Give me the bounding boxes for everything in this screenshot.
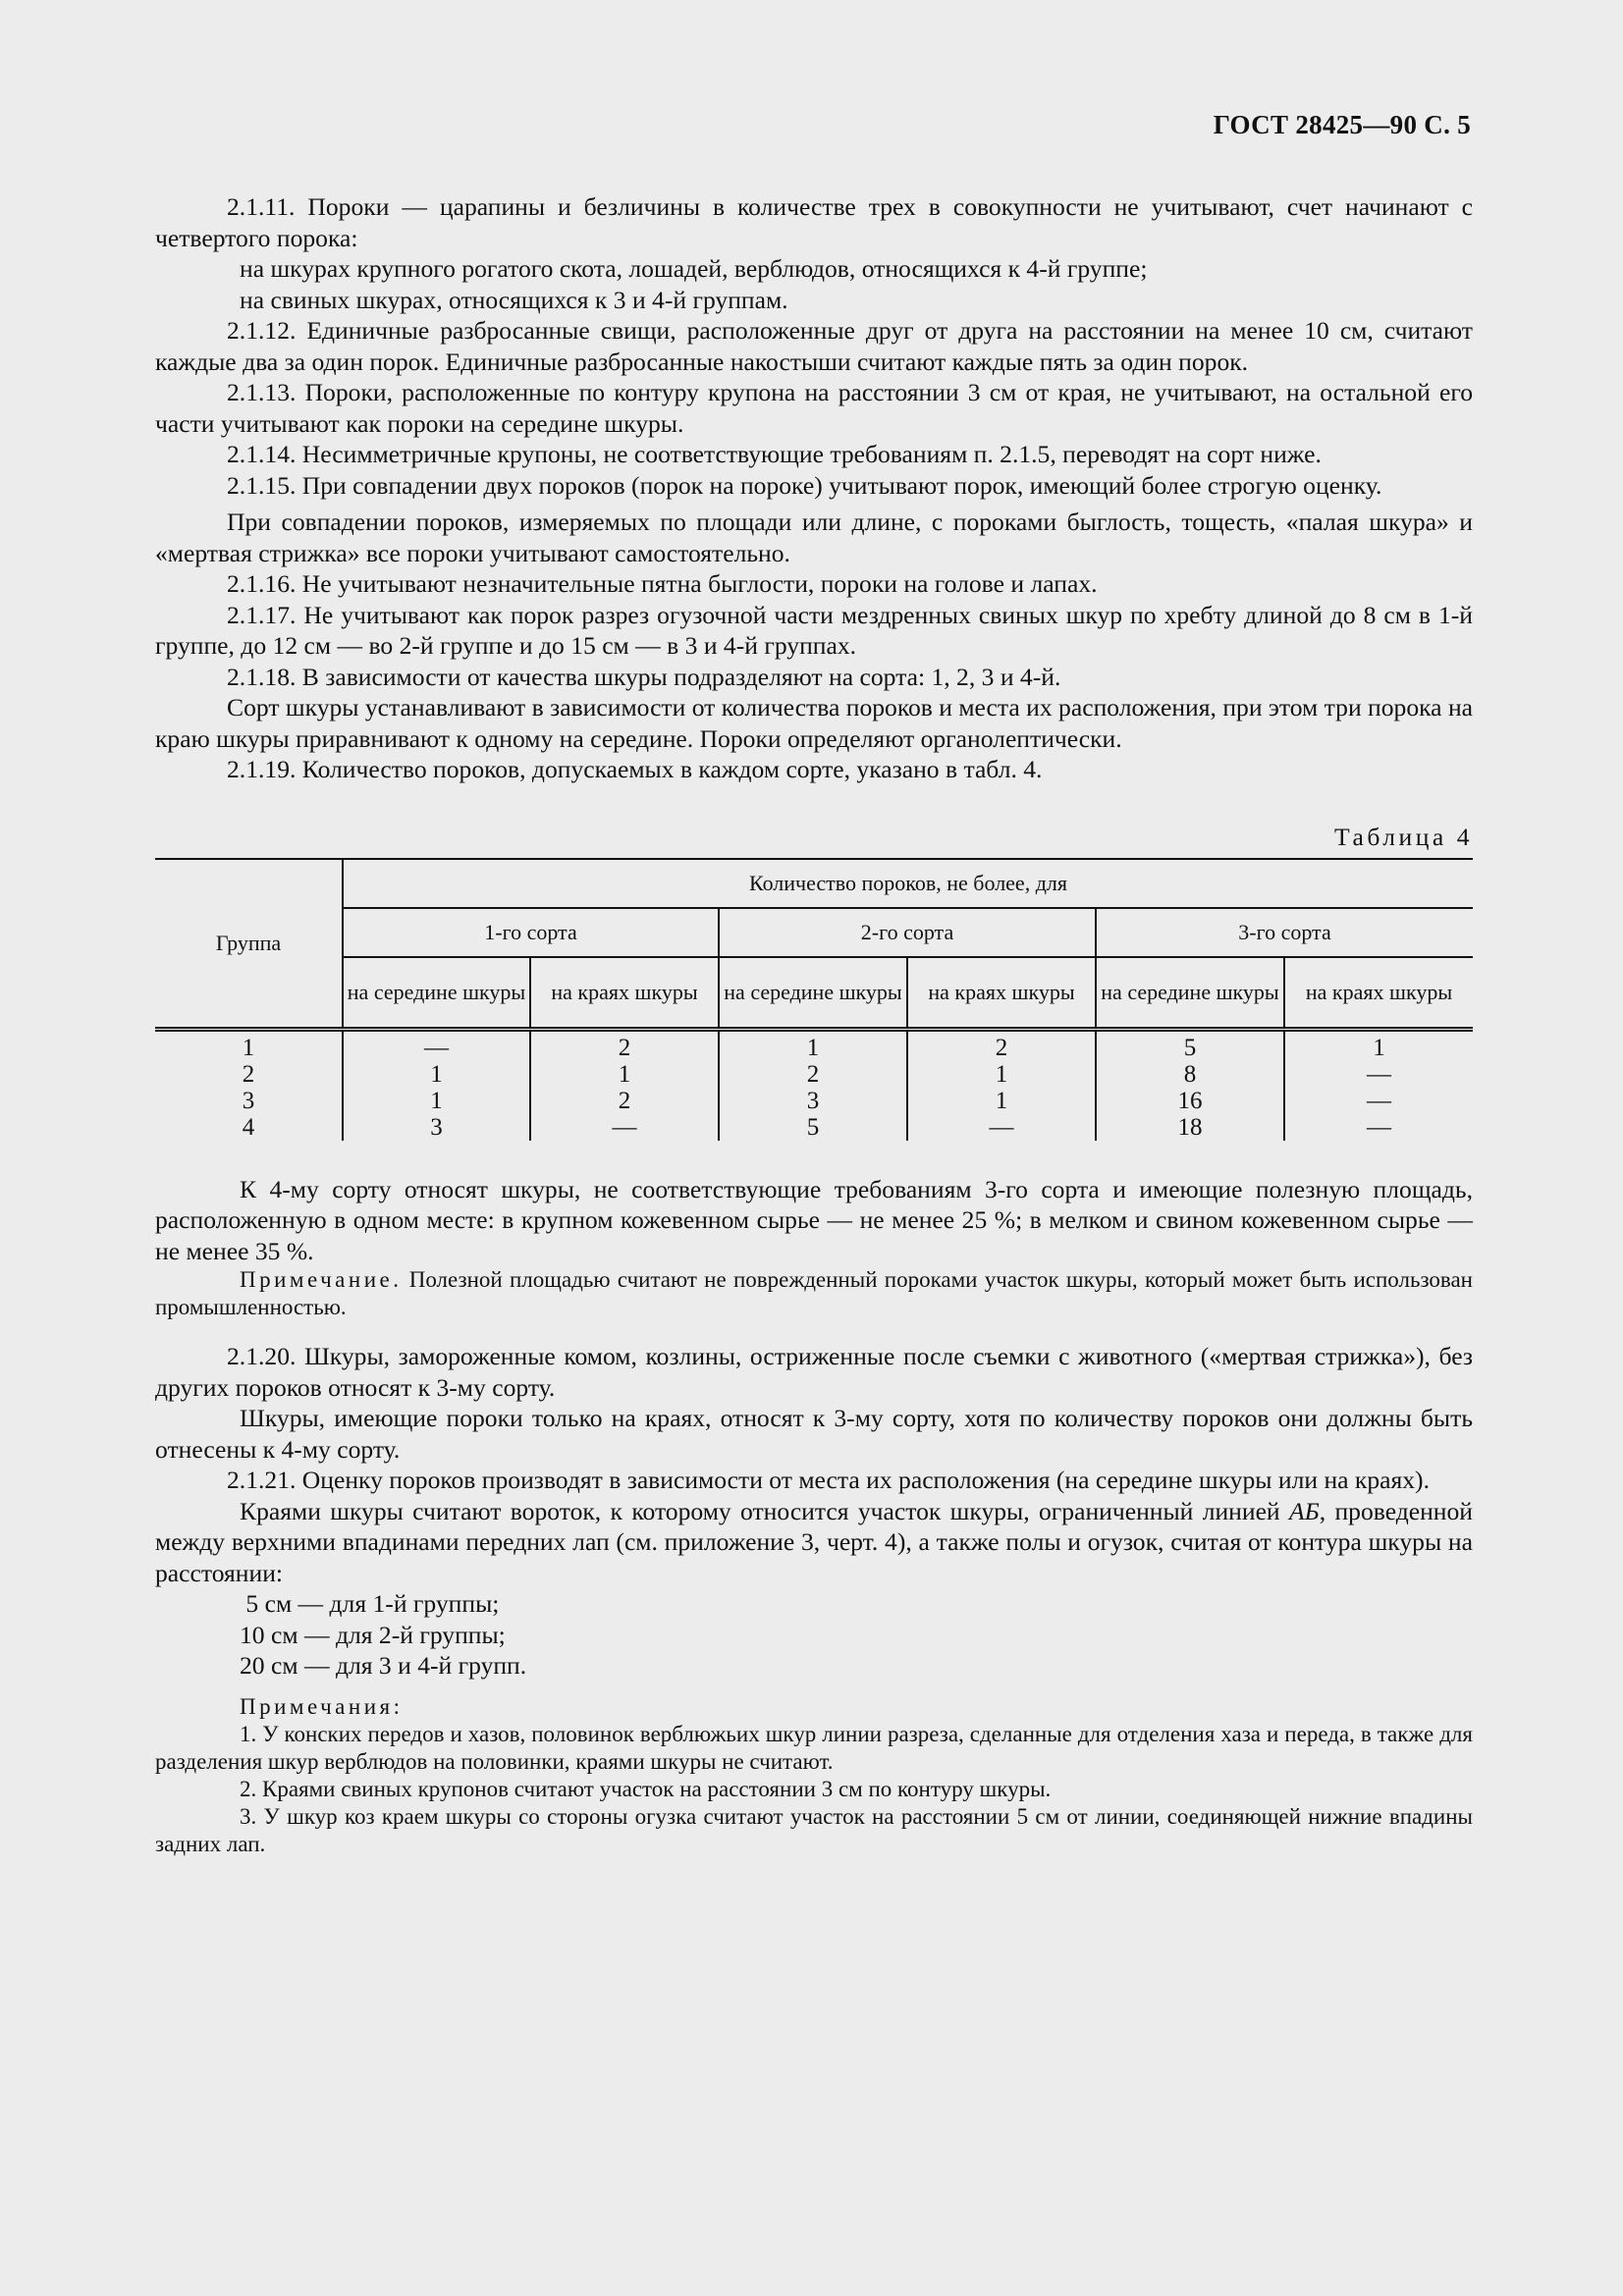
- edges-text-start: Краями шкуры считают вороток, к которому относится участок шкуры, ограниченный линией: [240, 1496, 1289, 1525]
- distance-item: 10 см — для 2-й группы;: [240, 1620, 506, 1649]
- table-header-edges: на краях шкуры: [907, 957, 1096, 1030]
- table-cell: 18: [1096, 1114, 1284, 1141]
- paragraph: К 4-му сорту относят шкуры, не соответствующие требованиям 3-го сорта и имеющие полезную площадь, расположенную в одном месте: в крупном кожевенном сырье — не менее 25 %; в мелком и свином кожевенном сырье — не менее 35 %.: [155, 1174, 1473, 1265]
- paragraph: 2.1.15. При совпадении двух пороков (порок на пороке) учитывают порок, имеющий более строгую оценку.: [227, 470, 1382, 500]
- table-header-edges: на краях шкуры: [1284, 957, 1473, 1030]
- table-cell: —: [907, 1114, 1096, 1141]
- table-cell: 2: [530, 1088, 719, 1114]
- table-header-grade: 2-го сорта: [719, 908, 1096, 957]
- table-header-grade: 3-го сорта: [1096, 908, 1473, 957]
- table-header-middle: на середине шкуры: [719, 957, 907, 1030]
- table-cell: 3: [719, 1088, 907, 1114]
- paragraph: 2.1.11. Пороки — царапины и безличины в количестве трех в совокупности не учитывают, счет начинают с четвертого порока:: [155, 192, 1473, 252]
- table-cell: 1: [907, 1061, 1096, 1088]
- paragraph: 2.1.18. В зависимости от качества шкуры подразделяют на сорта: 1, 2, 3 и 4-й.: [227, 662, 1061, 691]
- table-cell: 1: [719, 1029, 907, 1061]
- table-header-middle: на середине шкуры: [343, 957, 530, 1030]
- paragraph: 2.1.16. Не учитывают незначительные пятна быглости, пороки на голове и лапах.: [227, 569, 1098, 598]
- paragraph: [155, 1496, 1473, 1589]
- table-cell: 3: [343, 1114, 530, 1141]
- table-cell: 5: [1096, 1029, 1284, 1061]
- table-row: [155, 1114, 1473, 1141]
- table-cell: 2: [719, 1061, 907, 1088]
- table-cell: 4: [155, 1114, 343, 1141]
- table-cell: —: [530, 1114, 719, 1141]
- table-cell: 2: [155, 1061, 343, 1088]
- paragraph: на шкурах крупного рогатого скота, лошадей, верблюдов, относящихся к 4-й группе;: [240, 254, 1148, 283]
- notes-label: Примечания:: [240, 1693, 404, 1719]
- table-header-edges: на краях шкуры: [530, 957, 719, 1030]
- table-header-grade: 1-го сорта: [343, 908, 719, 957]
- paragraph: 2.1.19. Количество пороков, допускаемых в каждом сорте, указано в табл. 4.: [227, 755, 1043, 783]
- paragraph: 2.1.14. Несимметричные крупоны, не соответствующие требованиям п. 2.1.5, переводят на сорт ниже.: [227, 440, 1322, 468]
- table-cell: 1: [343, 1088, 530, 1114]
- note-label: Примечание.: [240, 1267, 403, 1292]
- note-text: Полезной площадью считают не поврежденный пороками участок шкуры, который может быть использован промышленностью.: [155, 1267, 1473, 1319]
- table-cell: 3: [155, 1088, 343, 1114]
- defects-table: [155, 858, 1473, 1141]
- paragraph: 2.1.21. Оценку пороков производят в зависимости от места их расположения (на середине шкуры или на краях).: [227, 1466, 1430, 1494]
- paragraph: 2.1.12. Единичные разбросанные свищи, расположенные друг от друга на расстоянии на менее 10 см, считают каждые два за один порок. Единичные разбросанные накостыши считают каждые пять за один порок.: [155, 316, 1473, 376]
- paragraph: 2.1.17. Не учитывают как порок разрез огузочной части мездренных свиных шкур по хребту длиной до 8 см в 1-й группе, до 12 см — во 2-й группе и до 15 см — в 3 и 4-й группах.: [155, 600, 1473, 660]
- table-header-group: Группа: [155, 859, 343, 1030]
- table-cell: 1: [530, 1061, 719, 1088]
- table-cell: 16: [1096, 1088, 1284, 1114]
- table-cell: 1: [907, 1088, 1096, 1114]
- table-label: Таблица 4: [1334, 822, 1473, 851]
- table-header-middle: на середине шкуры: [1096, 957, 1284, 1030]
- table-cell: —: [1284, 1061, 1473, 1088]
- paragraph: на свиных шкурах, относящихся к 3 и 4-й группам.: [240, 285, 788, 314]
- paragraph: 2.1.20. Шкуры, замороженные комом, козлины, остриженные после съемки с животного («мертвая стрижка»), без других пороков относят к 3-му сорту.: [155, 1342, 1473, 1402]
- table-header-count: Количество пороков, не более, для: [343, 859, 1473, 908]
- paragraph: При совпадении пороков, измеряемых по площади или длине, с пороками быглость, тощесть, «палая шкура» и «мертвая стрижка» все пороки учитывают самостоятельно.: [155, 507, 1473, 567]
- table-cell: 5: [719, 1114, 907, 1141]
- edges-text-end: , проведенной между верхними впадинами передних лап (см. приложение 3, черт. 4), а также полы и огузок, считая от контура шкуры на расстоянии:: [155, 1496, 1473, 1587]
- table-row: [155, 1088, 1473, 1114]
- distance-item: 20 см — для 3 и 4-й групп.: [240, 1651, 527, 1680]
- table-cell: —: [343, 1029, 530, 1061]
- table-cell: 8: [1096, 1061, 1284, 1088]
- table-cell: —: [1284, 1088, 1473, 1114]
- table-cell: 1: [155, 1029, 343, 1061]
- distance-item: 5 см — для 1-й группы;: [240, 1589, 500, 1618]
- table-row: [155, 1029, 1473, 1061]
- table-cell: 2: [530, 1029, 719, 1061]
- paragraph: Шкуры, имеющие пороки только на краях, относят к 3-му сорту, хотя по количеству пороков они должны быть отнесены к 4-му сорту.: [155, 1404, 1473, 1464]
- table-cell: —: [1284, 1114, 1473, 1141]
- note: [155, 1266, 1473, 1321]
- line-ab-label: АБ: [1288, 1496, 1320, 1525]
- page-header: ГОСТ 28425—90 С. 5: [1213, 110, 1471, 139]
- note-item: 2. Краями свиных крупонов считают участок на расстоянии 3 см по контуру шкуры.: [240, 1776, 1052, 1801]
- table-cell: 2: [907, 1029, 1096, 1061]
- table-cell: 1: [1284, 1029, 1473, 1061]
- paragraph: 2.1.13. Пороки, расположенные по контуру крупона на расстоянии 3 см от края, не учитывают, на остальной его части учитывают как пороки на середине шкуры.: [155, 378, 1473, 438]
- note-item: 1. У конских передов и хазов, половинок верблюжьих шкур линии разреза, сделанные для отделения хаза и переда, в также для разделения шкур верблюдов на половинки, краями шкуры не считают.: [155, 1721, 1473, 1774]
- paragraph: Сорт шкуры устанавливают в зависимости от количества пороков и места их расположения, при этом три порока на краю шкуры приравнивают к одному на середине. Пороки определяют органолептически.: [155, 693, 1473, 753]
- note-item: 3. У шкур коз краем шкуры со стороны огузка считают участок на расстоянии 5 см от линии, соединяющей нижние впадины задних лап.: [155, 1803, 1473, 1856]
- page-content: [155, 191, 1473, 1858]
- table-cell: 1: [343, 1061, 530, 1088]
- table-row: [155, 1061, 1473, 1088]
